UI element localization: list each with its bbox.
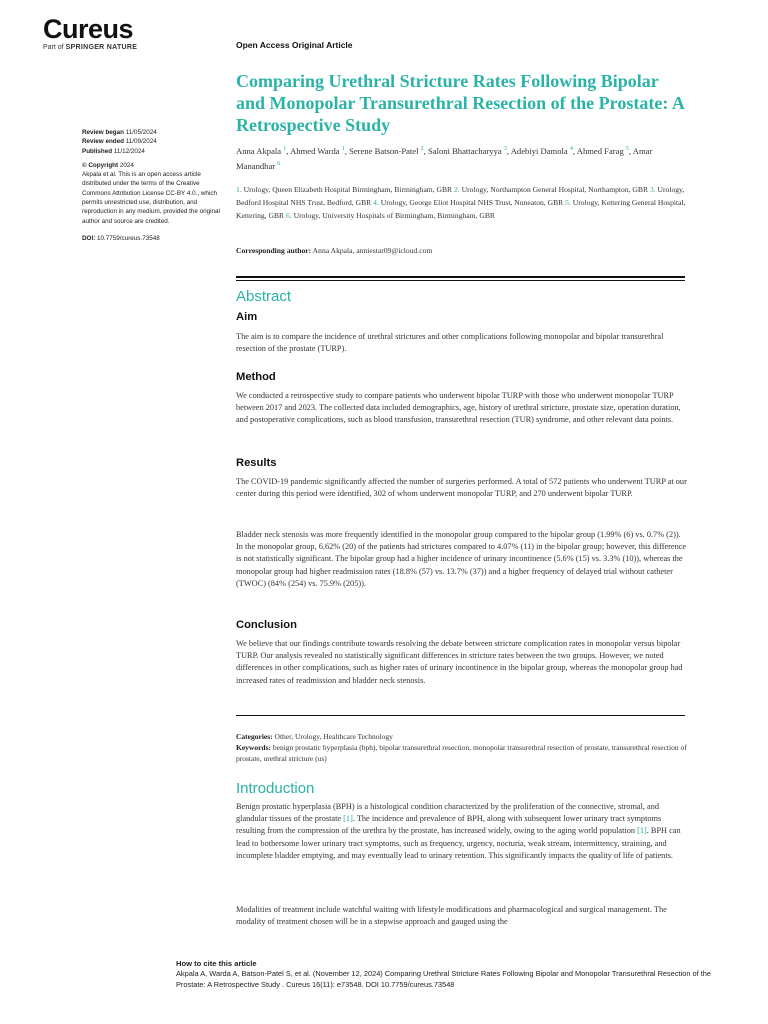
author-name[interactable]: Amar Manandhar bbox=[236, 145, 653, 171]
article-title: Comparing Urethral Stricture Rates Following Bipolar and Monopolar Transurethral Resection of the Prostate: A Retrospective Study bbox=[236, 71, 684, 135]
introduction-heading: Introduction bbox=[236, 780, 315, 797]
how-to-cite-heading: How to cite this article bbox=[176, 959, 257, 968]
cureus-logo[interactable] bbox=[43, 16, 137, 51]
author-name[interactable]: Serene Batson-Patel bbox=[349, 145, 419, 156]
author-list: Anna Akpala $^1$, Ahmed Warda $^1$, Serene Batson-Patel $^2$, Saloni Bhattacharyya $^3$, Adebiyi Damola $^4$, Ahmed Farag $^5$, Amar Manandhar $^6$ bbox=[236, 145, 653, 171]
categories-keywords bbox=[236, 731, 688, 764]
categories-line: Categories: Other, Urology, Healthcare Technology bbox=[236, 732, 393, 741]
author-name[interactable]: Ahmed Farag bbox=[576, 145, 624, 156]
doi[interactable]: DOI: 10.7759/cureus.73548 bbox=[82, 234, 160, 242]
citation-link[interactable]: [1] bbox=[637, 826, 647, 836]
affiliation-list: 1. Urology, Queen Elizabeth Hospital Birmingham, Birmingham, GBR 2. Urology, Northampton General Hospital, Northampton, GBR 3. Urology, Bedford Hospital NHS Trust, Bedford, GBR 4. Urology, George Eliot Hospital NHS Trust, Nuneaton, GBR 5. Urology, Kettering General Hospital, Kettering, GBR 6. Urology, University Hospitals of Birmingham, Birmingham, GBR bbox=[236, 185, 686, 220]
article-sidebar bbox=[82, 128, 222, 243]
article-type-label: Open Access Original Article bbox=[236, 40, 353, 50]
brand-name: Cureus bbox=[43, 14, 134, 44]
results-text-2: Bladder neck stenosis was more frequently identified in the monopolar group compared to the bipolar group (1.99% (6) vs. 0.7% (2)). In the monopolar group, 6.62% (20) of the patients had strictures compared to 4.07% (11) in the bipolar group; however, this difference is not statistically significant. The bipolar group had a higher incidence of urinary incontinence (5.6% (15) vs. 3.3% (10)), whereas the monopolar group had higher readmission rates (18.8% (57) vs. 13.7% (37)) and a higher frequency of delayed trial without catheter (TWOC) (84% (254) vs. 75.9% (205)). bbox=[236, 530, 687, 588]
corresponding-author: Corresponding author: Anna Akpala, anniestar09@icloud.com bbox=[236, 246, 433, 255]
abstract-heading: Abstract bbox=[236, 288, 292, 305]
method-text: We conducted a retrospective study to compare patients who underwent bipolar TURP with those who underwent monopolar TURP between 2017 and 2023. The collected data included demographics, age, history of urethral stricture, prostate size, operation duration, and postoperative complications, such as blood transfusion, transurethral resection (TUR) syndrome, and other relevant data points. bbox=[236, 391, 681, 425]
corresponding-contact[interactable]: Anna Akpala, anniestar09@icloud.com bbox=[312, 246, 433, 255]
author-name[interactable]: Saloni Bhattacharyya bbox=[427, 145, 502, 156]
publisher-line: Part of SPRINGER NATURE bbox=[43, 44, 138, 51]
copyright: © Copyright 2024 bbox=[82, 161, 134, 169]
author-name[interactable]: Anna Akpala bbox=[236, 145, 282, 156]
conclusion-text: We believe that our findings contribute towards resolving the debate between stricture complication rates in monopolar versus bipolar TURP. Our analysis revealed no statistically significant differences in stricture rates between the two groups. However, we noted differences in other complications, such as higher rates of urinary incontinence in the bipolar group, whereas the monopolar group had increased rates of readmission and bladder neck stenosis. bbox=[236, 639, 683, 685]
review-ended: Review ended 11/09/2024 bbox=[82, 138, 157, 146]
section-divider bbox=[236, 276, 685, 278]
author-name[interactable]: Adebiyi Damola bbox=[510, 145, 568, 156]
published-date: Published 11/12/2024 bbox=[82, 147, 145, 155]
keywords-line: Keywords: benign prostatic hyperplasia (bph), bipolar transurethral resection, monopolar transurethral resection of prostate, transurethral resection of prostate, urethral stricture (us) bbox=[236, 743, 687, 763]
citation-text: Akpala A, Warda A, Batson-Patel S, et al. (November 12, 2024) Comparing Urethral Stricture Rates Following Bipolar and Monopolar Transurethral Resection of the Prostate: A Retrospective Study . Cureus 16(11): e73548. DOI 10.7759/cureus.73548 bbox=[176, 969, 711, 989]
how-to-cite bbox=[176, 959, 736, 990]
author-name[interactable]: Ahmed Warda bbox=[290, 145, 340, 156]
introduction-paragraph-2: Modalities of treatment include watchful waiting with lifestyle modifications and pharmacological and surgical management. The modality of treatment chosen will be in a stepwise approach and gauged using the bbox=[236, 905, 667, 927]
review-began: Review began 11/05/2024 bbox=[82, 129, 157, 136]
section-divider bbox=[236, 715, 685, 716]
results-text-1: The COVID-19 pandemic significantly affected the number of surgeries performed. A total of 572 patients who underwent TURP at our center during this period were identified, 302 of whom underwent monopolar TURP, and 270 underwent bipolar TURP. bbox=[236, 477, 687, 499]
citation-link[interactable]: [1] bbox=[343, 814, 353, 824]
aim-text: The aim is to compare the incidence of urethral strictures and other complications following monopolar and bipolar transurethral resection of the prostate (TURP). bbox=[236, 332, 664, 354]
conclusion-heading: Conclusion bbox=[236, 619, 297, 631]
publisher-name: SPRINGER NATURE bbox=[65, 44, 138, 51]
method-heading: Method bbox=[236, 371, 276, 383]
license-text: Akpala et al. This is an open access article distributed under the terms of the Creative Commons Attribution License CC-BY 4.0., which permits unrestricted use, distribution, and reproduction in any medium, provided the original author and source are credited. bbox=[82, 171, 220, 225]
results-heading: Results bbox=[236, 457, 277, 469]
introduction-paragraph-1: Benign prostatic hyperplasia (BPH) is a histological condition characterized by the proliferation of the connective, stromal, and glandular tissues of the prostate [1]. The incidence and prevalence of BPH, along with subsequent lower urinary tract symptoms resulting from the compression of the urethra by the prostate, has increased widely, owing to the aging world population [1]. BPH can lead to bothersome lower urinary tract symptoms, such as frequency, urgency, nocturia, weak stream, intermittency, straining, and incomplete bladder emptying, and may eventually lead to urinary retention. This significantly impacts the quality of life of patients. bbox=[236, 802, 681, 860]
aim-heading: Aim bbox=[236, 311, 258, 323]
